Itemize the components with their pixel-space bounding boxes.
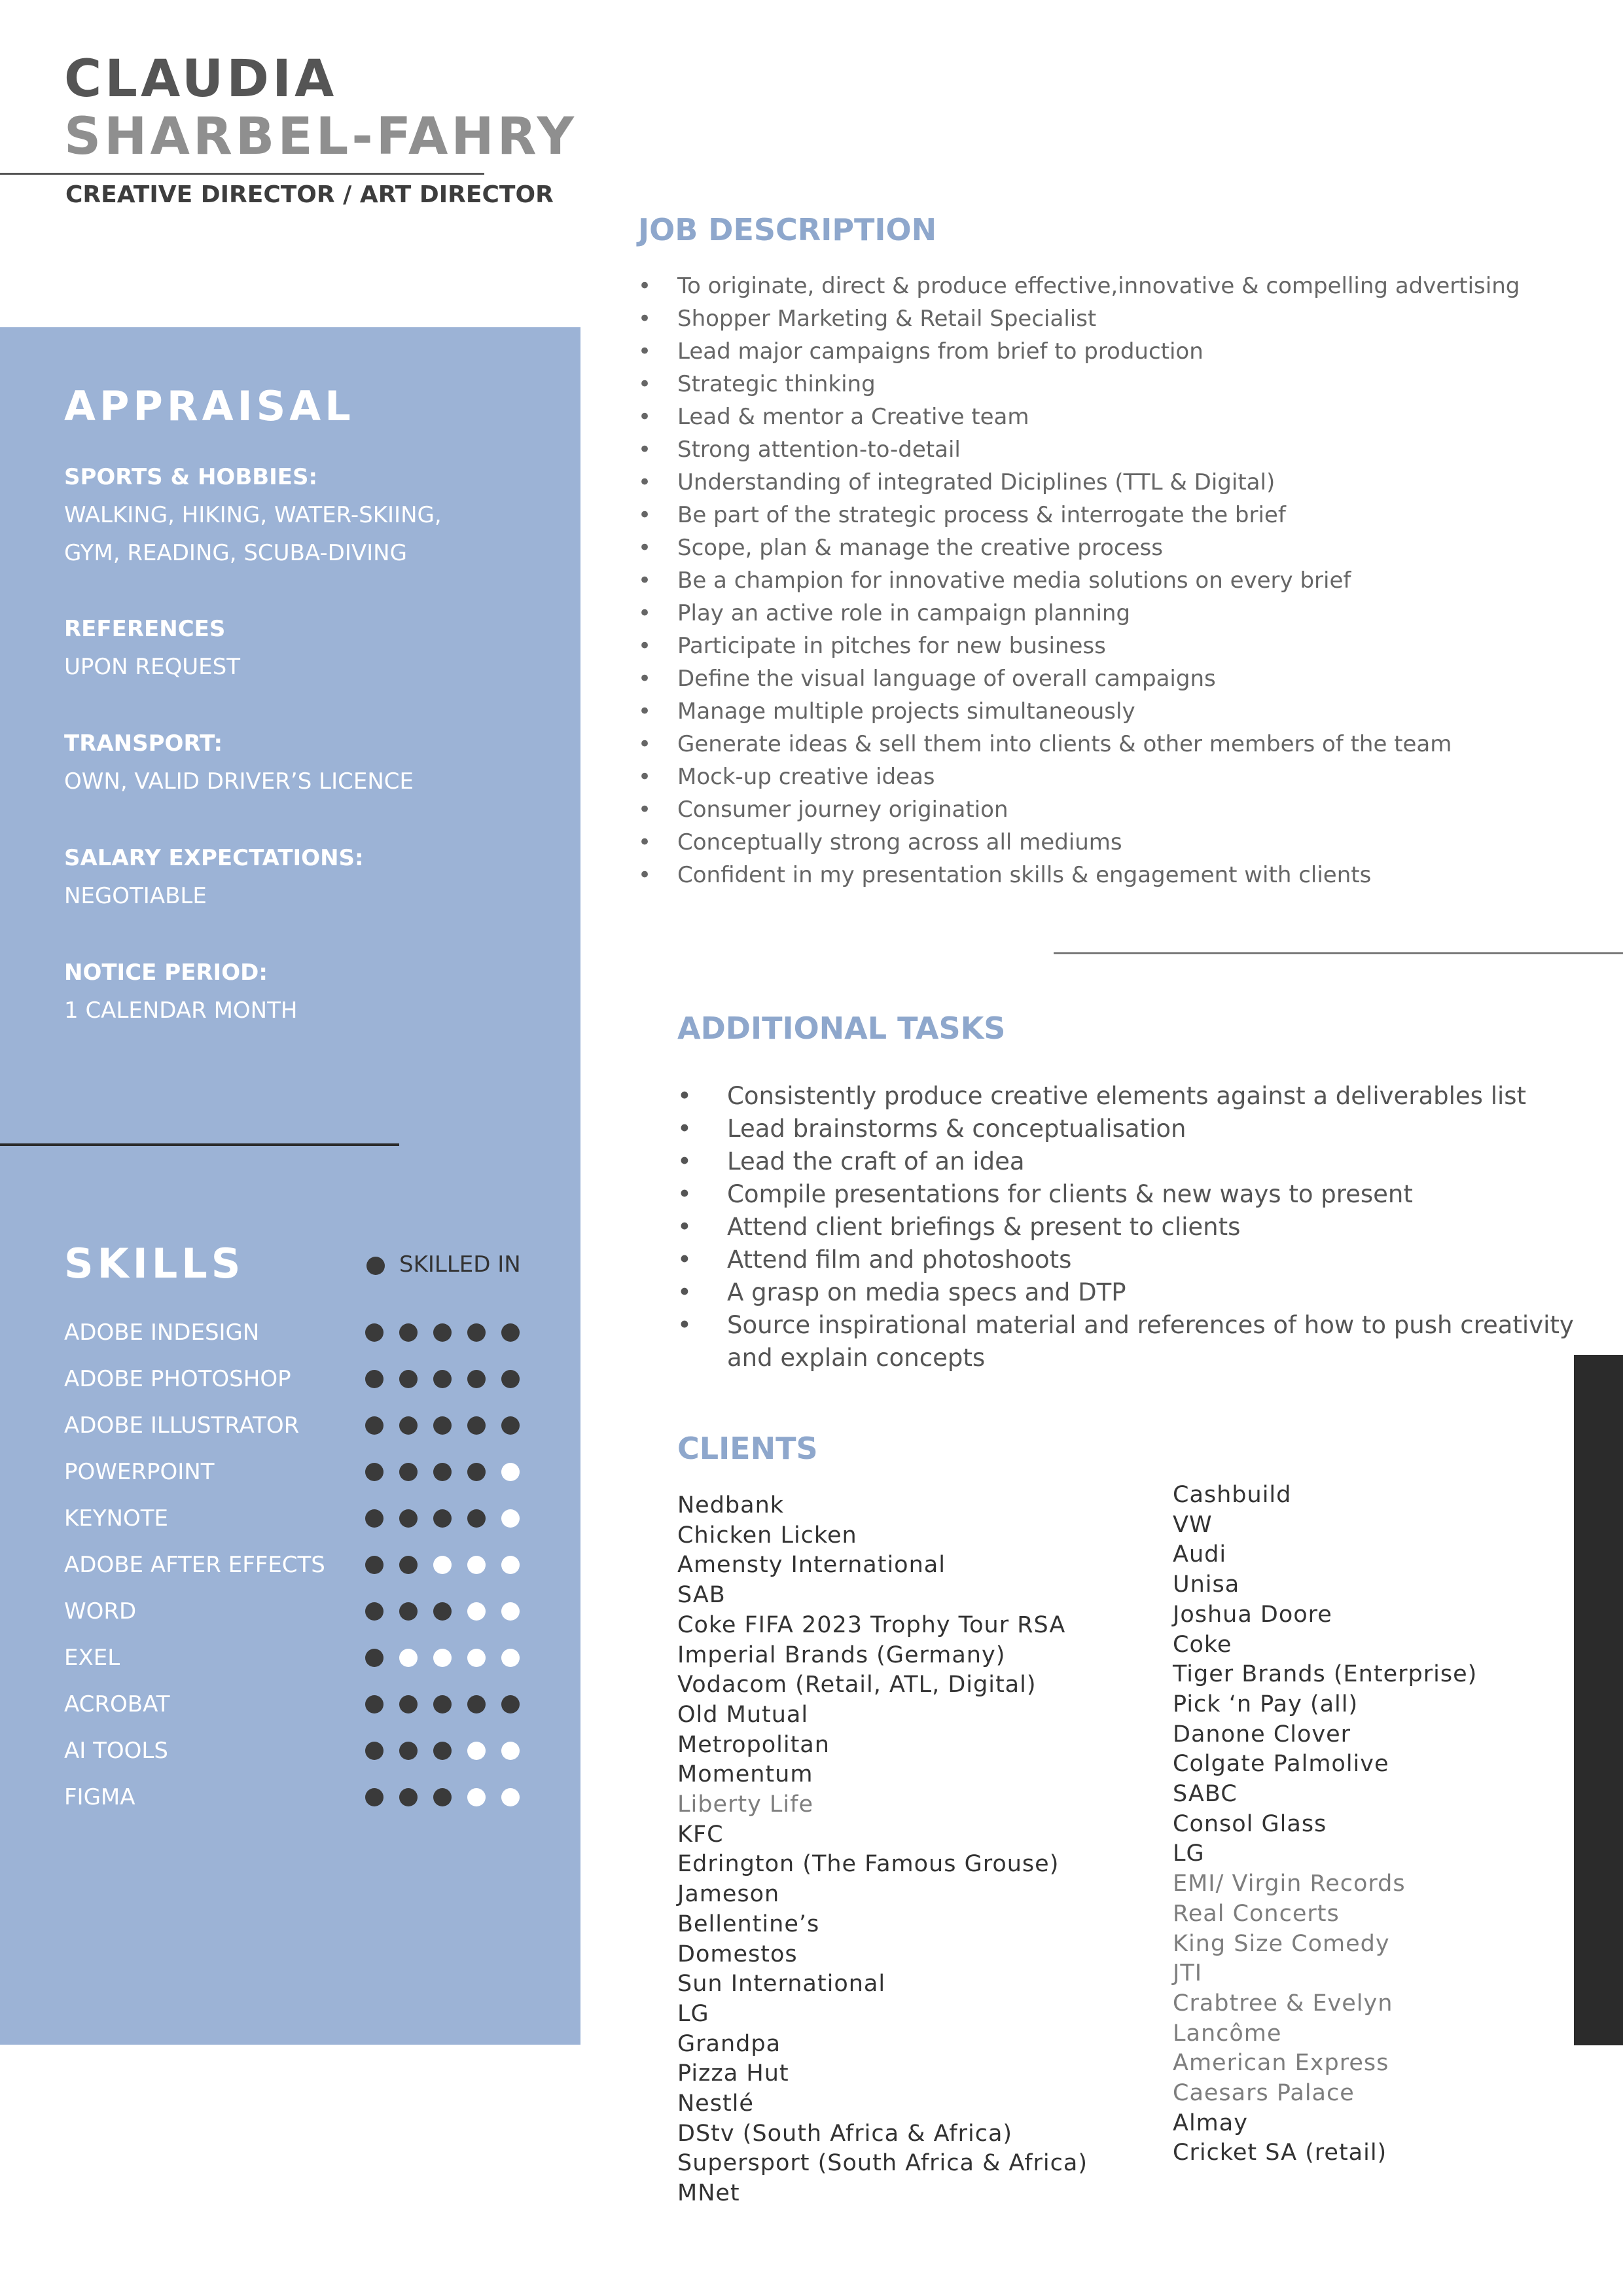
name-underline [0, 173, 484, 175]
skill-row [64, 1355, 562, 1402]
empty-dot-icon [501, 1788, 520, 1806]
skill-row [64, 1588, 562, 1634]
filled-dot-icon [365, 1742, 383, 1760]
filled-dot-icon [467, 1695, 486, 1713]
list-item: • Play an active role in campaign planning [638, 597, 1594, 630]
skill-row [64, 1309, 562, 1355]
client-item: Lancôme [1173, 2020, 1282, 2047]
empty-dot-icon [467, 1788, 486, 1806]
appraisal-heading: APPRAISAL [64, 382, 355, 430]
client-item: JTI [1173, 1960, 1203, 1987]
filled-dot-icon [467, 1370, 486, 1388]
client-item: Pick ‘n Pay (all) [1173, 1691, 1359, 1717]
client-item: Tiger Brands (Enterprise) [1173, 1661, 1478, 1688]
list-item: • Shopper Marketing & Retail Specialist [638, 302, 1594, 335]
skill-level-rating [365, 1509, 520, 1528]
filled-dot-icon [433, 1323, 452, 1342]
list-item: • Understanding of integrated Diciplines (TTL & Digital) [638, 466, 1594, 499]
skill-level-rating [365, 1742, 520, 1760]
skill-name: ACROBAT [64, 1691, 170, 1717]
list-item: • Lead brainstorms & conceptualisation [677, 1113, 1594, 1145]
client-item: Bellentine’s [677, 1910, 820, 1937]
filled-dot-icon [399, 1509, 418, 1528]
appraisal-value: UPON REQUEST [64, 654, 240, 680]
filled-dot-icon [433, 1416, 452, 1435]
section-divider [1054, 952, 1623, 954]
skill-level-rating [365, 1556, 520, 1574]
skill-row [64, 1634, 562, 1681]
client-item: Coke FIFA 2023 Trophy Tour RSA [677, 1611, 1066, 1638]
filled-dot-icon [365, 1556, 383, 1574]
filled-dot-icon [433, 1788, 452, 1806]
filled-dot-icon [433, 1742, 452, 1760]
first-name: CLAUDIA [64, 50, 338, 109]
client-item: DStv (South Africa & Africa) [677, 2120, 1013, 2147]
empty-dot-icon [501, 1556, 520, 1574]
decorative-bar [1574, 1355, 1623, 2045]
client-item: Crabtree & Evelyn [1173, 1990, 1393, 2017]
client-item: Pizza Hut [677, 2060, 789, 2087]
list-item: • Strong attention-to-detail [638, 433, 1594, 466]
client-item: Metropolitan [677, 1731, 830, 1758]
skill-level-rating [365, 1370, 520, 1388]
client-item: Nestlé [677, 2090, 754, 2117]
list-item: • Compile presentations for clients & new ways to present [677, 1178, 1594, 1211]
client-item: Supersport (South Africa & Africa) [677, 2150, 1088, 2177]
skill-name: FIGMA [64, 1784, 135, 1810]
client-item: Chicken Licken [677, 1522, 857, 1549]
empty-dot-icon [399, 1649, 418, 1667]
list-item: • Conceptually strong across all mediums [638, 826, 1594, 859]
list-item: • Lead major campaigns from brief to production [638, 335, 1594, 368]
empty-dot-icon [501, 1742, 520, 1760]
skills-legend: SKILLED IN [399, 1251, 521, 1278]
client-item: Old Mutual [677, 1701, 809, 1728]
appraisal-item-salary [64, 839, 562, 915]
filled-dot-icon [433, 1602, 452, 1621]
filled-dot-icon [365, 1695, 383, 1713]
empty-dot-icon [467, 1556, 486, 1574]
list-item: • Lead & mentor a Creative team [638, 401, 1594, 433]
filled-dot-icon [433, 1509, 452, 1528]
list-item: • Mock-up creative ideas [638, 761, 1594, 793]
client-item: Amensty International [677, 1552, 946, 1579]
client-item: Sun International [677, 1971, 886, 1998]
client-item: Real Concerts [1173, 1900, 1340, 1927]
list-item: • Generate ideas & sell them into clients & other members of the team [638, 728, 1594, 761]
list-item: • Be a champion for innovative media solutions on every brief [638, 564, 1594, 597]
job-title: CREATIVE DIRECTOR / ART DIRECTOR [65, 181, 554, 208]
section-divider [0, 1143, 399, 1146]
skills-heading: SKILLS [64, 1240, 245, 1287]
client-item: EMI/ Virgin Records [1173, 1871, 1406, 1897]
legend-dot-icon [366, 1257, 385, 1275]
filled-dot-icon [399, 1556, 418, 1574]
client-item: Unisa [1173, 1571, 1240, 1598]
client-item: VW [1173, 1511, 1213, 1538]
filled-dot-icon [501, 1323, 520, 1342]
client-item: Liberty Life [677, 1791, 814, 1818]
skill-name: ADOBE PHOTOSHOP [64, 1365, 291, 1392]
filled-dot-icon [399, 1323, 418, 1342]
client-item: Grandpa [677, 2030, 781, 2057]
skill-name: EXEL [64, 1644, 120, 1671]
skill-row [64, 1727, 562, 1774]
client-item: Cricket SA (retail) [1173, 2140, 1387, 2166]
list-item: • Attend film and photoshoots [677, 1244, 1594, 1276]
skill-row [64, 1541, 562, 1588]
list-item: • Lead the craft of an idea [677, 1145, 1594, 1178]
filled-dot-icon [501, 1695, 520, 1713]
client-item: Cashbuild [1173, 1482, 1292, 1508]
skill-level-rating [365, 1788, 520, 1806]
skill-level-rating [365, 1602, 520, 1621]
list-item: • Participate in pitches for new business [638, 630, 1594, 662]
client-item: Imperial Brands (Germany) [677, 1641, 1006, 1668]
additional-tasks-list [677, 1080, 1594, 1374]
skill-row [64, 1448, 562, 1495]
filled-dot-icon [365, 1602, 383, 1621]
filled-dot-icon [399, 1370, 418, 1388]
list-item: • Attend client briefings & present to clients [677, 1211, 1594, 1244]
job-description-heading: JOB DESCRIPTION [638, 212, 937, 247]
client-item: Consol Glass [1173, 1810, 1327, 1837]
client-item: Vodacom (Retail, ATL, Digital) [677, 1672, 1037, 1698]
skill-level-rating [365, 1695, 520, 1713]
filled-dot-icon [399, 1463, 418, 1481]
filled-dot-icon [501, 1370, 520, 1388]
empty-dot-icon [501, 1463, 520, 1481]
client-item: Caesars Palace [1173, 2080, 1355, 2107]
empty-dot-icon [433, 1649, 452, 1667]
list-item: • Manage multiple projects simultaneously [638, 695, 1594, 728]
skill-level-rating [365, 1323, 520, 1342]
client-item: MNet [677, 2180, 740, 2207]
clients-list-left [677, 1491, 1175, 2209]
filled-dot-icon [467, 1416, 486, 1435]
appraisal-item-notice [64, 954, 562, 1030]
skill-level-rating [365, 1649, 520, 1667]
list-item: • Source inspirational material and references of how to push creativity and explain concepts [677, 1309, 1594, 1374]
list-item: • To originate, direct & produce effective,innovative & compelling advertising [638, 270, 1594, 302]
appraisal-value: OWN, VALID DRIVER’S LICENCE [64, 768, 414, 795]
list-item: • A grasp on media specs and DTP [677, 1276, 1594, 1309]
appraisal-label: REFERENCES [64, 616, 226, 642]
empty-dot-icon [467, 1649, 486, 1667]
appraisal-item-hobbies [64, 458, 562, 572]
client-item: Joshua Doore [1173, 1601, 1332, 1628]
client-item: Jameson [677, 1881, 780, 1908]
skill-name: ADOBE AFTER EFFECTS [64, 1551, 325, 1578]
list-item: • Consistently produce creative elements against a deliverables list [677, 1080, 1594, 1113]
job-description-list [638, 270, 1594, 891]
filled-dot-icon [433, 1695, 452, 1713]
filled-dot-icon [399, 1788, 418, 1806]
list-item: • Confident in my presentation skills & engagement with clients [638, 859, 1594, 891]
appraisal-value: 1 CALENDAR MONTH [64, 997, 298, 1024]
skill-name: ADOBE INDESIGN [64, 1319, 260, 1346]
list-item: • Be part of the strategic process & interrogate the brief [638, 499, 1594, 531]
appraisal-label: SALARY EXPECTATIONS: [64, 845, 364, 871]
filled-dot-icon [399, 1602, 418, 1621]
empty-dot-icon [501, 1649, 520, 1667]
appraisal-value: WALKING, HIKING, WATER-SKIING, GYM, READING, SCUBA-DIVING [64, 502, 442, 566]
client-item: LG [1173, 1840, 1205, 1867]
filled-dot-icon [365, 1509, 383, 1528]
skill-row [64, 1402, 562, 1448]
filled-dot-icon [365, 1463, 383, 1481]
empty-dot-icon [501, 1509, 520, 1528]
appraisal-item-transport [64, 725, 562, 800]
empty-dot-icon [467, 1602, 486, 1621]
appraisal-label: NOTICE PERIOD: [64, 960, 268, 986]
clients-heading: CLIENTS [677, 1431, 818, 1466]
additional-tasks-heading: ADDITIONAL TASKS [677, 1011, 1006, 1046]
empty-dot-icon [467, 1742, 486, 1760]
client-item: Nedbank [677, 1492, 785, 1518]
filled-dot-icon [399, 1695, 418, 1713]
appraisal-item-references [64, 610, 562, 686]
client-item: SABC [1173, 1781, 1238, 1808]
skill-name: WORD [64, 1598, 137, 1624]
skill-row [64, 1495, 562, 1541]
client-item: King Size Comedy [1173, 1930, 1390, 1957]
filled-dot-icon [467, 1509, 486, 1528]
client-item: SAB [677, 1582, 726, 1609]
client-item: American Express [1173, 2050, 1389, 2077]
appraisal-label: SPORTS & HOBBIES: [64, 464, 318, 490]
empty-dot-icon [501, 1602, 520, 1621]
filled-dot-icon [501, 1416, 520, 1435]
filled-dot-icon [365, 1649, 383, 1667]
skill-level-rating [365, 1463, 520, 1481]
client-item: Danone Clover [1173, 1721, 1351, 1748]
client-item: Coke [1173, 1631, 1232, 1658]
client-item: Almay [1173, 2109, 1248, 2136]
filled-dot-icon [467, 1463, 486, 1481]
client-item: Audi [1173, 1541, 1227, 1568]
filled-dot-icon [399, 1416, 418, 1435]
skill-name: AI TOOLS [64, 1737, 168, 1764]
list-item: • Scope, plan & manage the creative process [638, 531, 1594, 564]
list-item: • Consumer journey origination [638, 793, 1594, 826]
skill-row [64, 1774, 562, 1820]
list-item: • Strategic thinking [638, 368, 1594, 401]
client-item: Edrington (The Famous Grouse) [677, 1851, 1060, 1878]
filled-dot-icon [399, 1742, 418, 1760]
skill-level-rating [365, 1416, 520, 1435]
skill-name: POWERPOINT [64, 1458, 215, 1485]
clients-list-right [1173, 1480, 1623, 2168]
last-name: SHARBEL-FAHRY [64, 107, 577, 166]
client-item: Domestos [677, 1941, 798, 1967]
appraisal-value: NEGOTIABLE [64, 883, 207, 909]
skill-name: ADOBE ILLUSTRATOR [64, 1412, 300, 1439]
skill-row [64, 1681, 562, 1727]
filled-dot-icon [365, 1370, 383, 1388]
skill-name: KEYNOTE [64, 1505, 168, 1532]
filled-dot-icon [365, 1416, 383, 1435]
filled-dot-icon [433, 1463, 452, 1481]
filled-dot-icon [467, 1323, 486, 1342]
client-item: KFC [677, 1821, 724, 1848]
client-item: Momentum [677, 1761, 813, 1788]
filled-dot-icon [365, 1788, 383, 1806]
skills-list [64, 1309, 562, 1820]
filled-dot-icon [433, 1370, 452, 1388]
filled-dot-icon [365, 1323, 383, 1342]
empty-dot-icon [433, 1556, 452, 1574]
client-item: Colgate Palmolive [1173, 1751, 1389, 1778]
appraisal-label: TRANSPORT: [64, 730, 223, 757]
client-item: LG [677, 2000, 709, 2027]
list-item: • Define the visual language of overall campaigns [638, 662, 1594, 695]
